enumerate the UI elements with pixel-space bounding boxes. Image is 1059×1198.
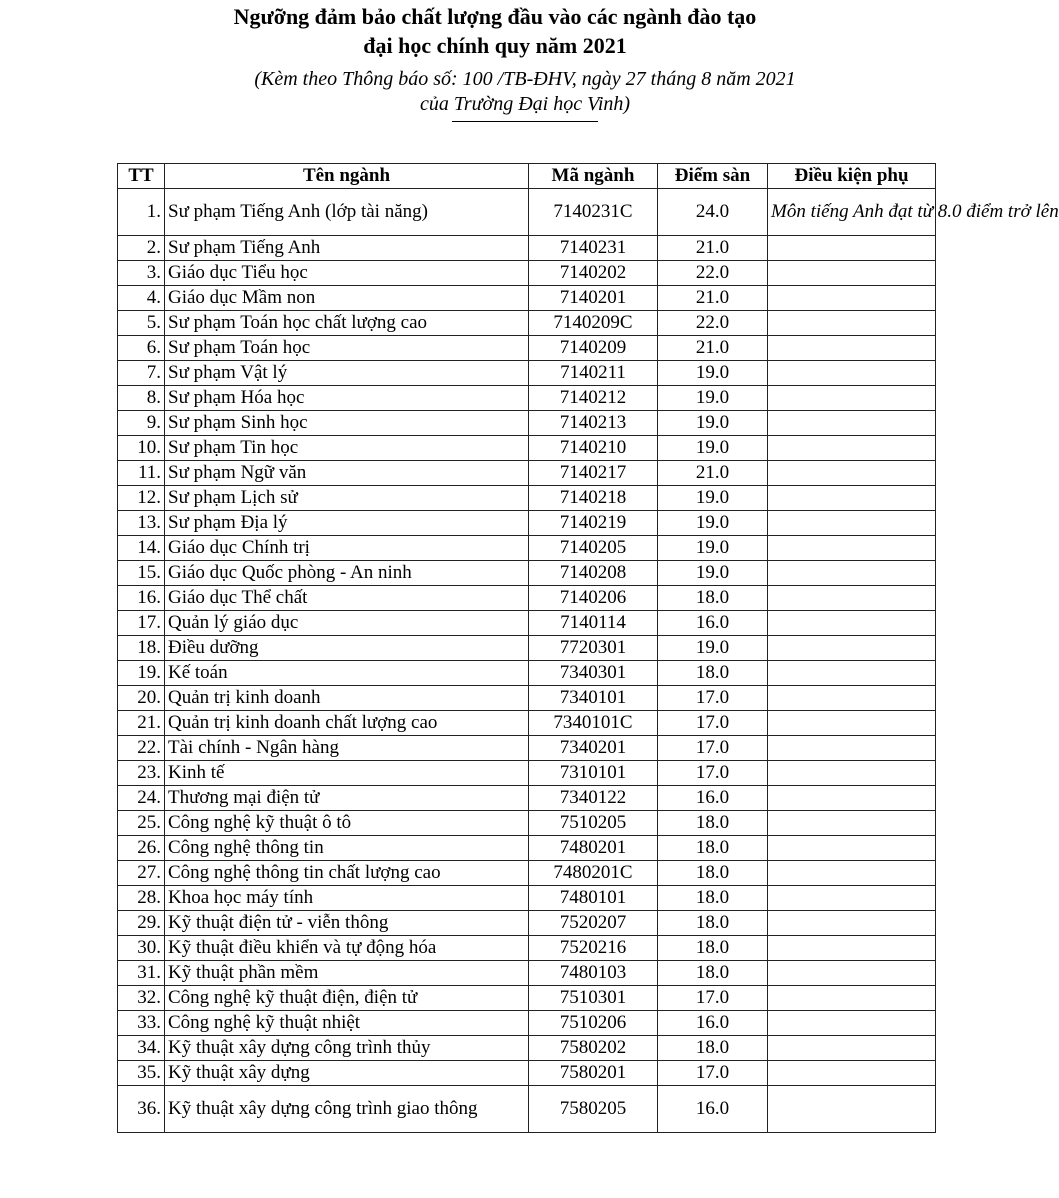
- minimum-score: 18.0: [658, 661, 768, 686]
- minimum-score: 16.0: [658, 1086, 768, 1133]
- minimum-score: 22.0: [658, 261, 768, 286]
- document-title-line2: đại học chính quy năm 2021: [363, 33, 627, 58]
- program-name: Kỹ thuật xây dựng: [165, 1061, 529, 1086]
- extra-condition: [768, 811, 936, 836]
- minimum-score: 19.0: [658, 486, 768, 511]
- minimum-score: 21.0: [658, 236, 768, 261]
- program-name: Công nghệ kỹ thuật nhiệt: [165, 1011, 529, 1036]
- program-code: 7580202: [529, 1036, 658, 1061]
- minimum-score: 16.0: [658, 1011, 768, 1036]
- minimum-score: 18.0: [658, 1036, 768, 1061]
- table-row: [118, 511, 936, 536]
- minimum-score: 19.0: [658, 361, 768, 386]
- program-name: Sư phạm Tin học: [165, 436, 529, 461]
- program-name: Kỹ thuật điện tử - viễn thông: [165, 911, 529, 936]
- row-number: 16.: [118, 586, 165, 611]
- minimum-score: 21.0: [658, 461, 768, 486]
- program-name: Sư phạm Toán học: [165, 336, 529, 361]
- row-number: 31.: [118, 961, 165, 986]
- program-name: Công nghệ thông tin chất lượng cao: [165, 861, 529, 886]
- minimum-score: 19.0: [658, 561, 768, 586]
- minimum-score: 17.0: [658, 686, 768, 711]
- minimum-score: 21.0: [658, 336, 768, 361]
- table-row: [118, 936, 936, 961]
- program-code: 7340101: [529, 686, 658, 711]
- program-code: 7510206: [529, 1011, 658, 1036]
- row-number: 25.: [118, 811, 165, 836]
- document-subtitle-line1: (Kèm theo Thông báo số: 100 /TB-ĐHV, ngày 27 tháng 8 năm 2021: [254, 68, 796, 90]
- program-name: Giáo dục Thể chất: [165, 586, 529, 611]
- row-number: 9.: [118, 411, 165, 436]
- program-name: Giáo dục Quốc phòng - An ninh: [165, 561, 529, 586]
- table-row: [118, 611, 936, 636]
- table-row: [118, 436, 936, 461]
- program-name: Tài chính - Ngân hàng: [165, 736, 529, 761]
- row-number: 5.: [118, 311, 165, 336]
- minimum-score: 17.0: [658, 986, 768, 1011]
- extra-condition: [768, 1086, 936, 1133]
- extra-condition: [768, 436, 936, 461]
- extra-condition: [768, 986, 936, 1011]
- row-number: 8.: [118, 386, 165, 411]
- program-name: Sư phạm Tiếng Anh: [165, 236, 529, 261]
- table-header-row: [118, 164, 936, 189]
- program-name: Sư phạm Vật lý: [165, 361, 529, 386]
- row-number: 3.: [118, 261, 165, 286]
- minimum-score: 18.0: [658, 961, 768, 986]
- extra-condition: [768, 936, 936, 961]
- table-row: [118, 261, 936, 286]
- minimum-score: 19.0: [658, 436, 768, 461]
- minimum-score: 19.0: [658, 511, 768, 536]
- program-code: 7340301: [529, 661, 658, 686]
- program-code: 7140209: [529, 336, 658, 361]
- table-row: [118, 1036, 936, 1061]
- program-name: Sư phạm Toán học chất lượng cao: [165, 311, 529, 336]
- table-row: [118, 836, 936, 861]
- row-number: 18.: [118, 636, 165, 661]
- program-code: 7140205: [529, 536, 658, 561]
- minimum-score: 17.0: [658, 1061, 768, 1086]
- program-code: 7510205: [529, 811, 658, 836]
- row-number: 26.: [118, 836, 165, 861]
- extra-condition: [768, 411, 936, 436]
- table-row: [118, 336, 936, 361]
- program-name: Giáo dục Mầm non: [165, 286, 529, 311]
- program-code: 7580201: [529, 1061, 658, 1086]
- program-name: Sư phạm Tiếng Anh (lớp tài năng): [165, 189, 529, 236]
- table-row: [118, 486, 936, 511]
- extra-condition: [768, 836, 936, 861]
- program-code: 7510301: [529, 986, 658, 1011]
- minimum-score: 18.0: [658, 861, 768, 886]
- header-diem-san: Điểm sàn: [658, 164, 768, 189]
- table-row: [118, 286, 936, 311]
- program-code: 7140208: [529, 561, 658, 586]
- extra-condition: [768, 311, 936, 336]
- admission-threshold-table: [117, 163, 1059, 1133]
- table-row: [118, 711, 936, 736]
- extra-condition: [768, 586, 936, 611]
- program-name: Giáo dục Tiểu học: [165, 261, 529, 286]
- row-number: 4.: [118, 286, 165, 311]
- table-row: [118, 661, 936, 686]
- row-number: 33.: [118, 1011, 165, 1036]
- row-number: 32.: [118, 986, 165, 1011]
- row-number: 1.: [118, 189, 165, 236]
- program-code: 7140202: [529, 261, 658, 286]
- minimum-score: 18.0: [658, 936, 768, 961]
- table-row: [118, 236, 936, 261]
- minimum-score: 18.0: [658, 836, 768, 861]
- program-name: Điều dưỡng: [165, 636, 529, 661]
- program-code: 7140231: [529, 236, 658, 261]
- table-row: [118, 686, 936, 711]
- table-row: [118, 886, 936, 911]
- program-code: 7140114: [529, 611, 658, 636]
- extra-condition: [768, 461, 936, 486]
- program-code: 7480101: [529, 886, 658, 911]
- row-number: 34.: [118, 1036, 165, 1061]
- extra-condition: [768, 661, 936, 686]
- extra-condition: [768, 261, 936, 286]
- program-code: 7480201: [529, 836, 658, 861]
- program-code: 7480103: [529, 961, 658, 986]
- extra-condition: [768, 386, 936, 411]
- row-number: 21.: [118, 711, 165, 736]
- row-number: 2.: [118, 236, 165, 261]
- extra-condition: [768, 911, 936, 936]
- program-name: Kỹ thuật xây dựng công trình giao thông: [165, 1086, 529, 1133]
- program-code: 7340101C: [529, 711, 658, 736]
- program-code: 7340201: [529, 736, 658, 761]
- program-code: 7140219: [529, 511, 658, 536]
- program-name: Sư phạm Sinh học: [165, 411, 529, 436]
- row-number: 15.: [118, 561, 165, 586]
- minimum-score: 19.0: [658, 411, 768, 436]
- row-number: 6.: [118, 336, 165, 361]
- row-number: 11.: [118, 461, 165, 486]
- table-row: [118, 1011, 936, 1036]
- row-number: 10.: [118, 436, 165, 461]
- program-name: Công nghệ thông tin: [165, 836, 529, 861]
- extra-condition: [768, 611, 936, 636]
- program-code: 7310101: [529, 761, 658, 786]
- table-row: [118, 761, 936, 786]
- minimum-score: 18.0: [658, 886, 768, 911]
- program-name: Thương mại điện tử: [165, 786, 529, 811]
- minimum-score: 21.0: [658, 286, 768, 311]
- table-row: [118, 786, 936, 811]
- table-row: [118, 1061, 936, 1086]
- program-name: Giáo dục Chính trị: [165, 536, 529, 561]
- document-subtitle-line2: của Trường Đại học Vinh): [419, 93, 631, 115]
- minimum-score: 22.0: [658, 311, 768, 336]
- table-row: [118, 361, 936, 386]
- row-number: 14.: [118, 536, 165, 561]
- table-row: [118, 811, 936, 836]
- row-number: 20.: [118, 686, 165, 711]
- extra-condition: [768, 361, 936, 386]
- program-code: 7480201C: [529, 861, 658, 886]
- row-number: 22.: [118, 736, 165, 761]
- row-number: 17.: [118, 611, 165, 636]
- program-code: 7520216: [529, 936, 658, 961]
- extra-condition: [768, 686, 936, 711]
- program-name: Kế toán: [165, 661, 529, 686]
- extra-condition: [768, 786, 936, 811]
- program-code: 7580205: [529, 1086, 658, 1133]
- program-name: Sư phạm Hóa học: [165, 386, 529, 411]
- extra-condition: [768, 536, 936, 561]
- row-number: 7.: [118, 361, 165, 386]
- minimum-score: 16.0: [658, 786, 768, 811]
- table-row: [118, 536, 936, 561]
- table-row: [118, 861, 936, 886]
- program-code: 7140212: [529, 386, 658, 411]
- program-name: Công nghệ kỹ thuật ô tô: [165, 811, 529, 836]
- table-row: [118, 386, 936, 411]
- extra-condition: [768, 861, 936, 886]
- extra-condition: [768, 1011, 936, 1036]
- row-number: 35.: [118, 1061, 165, 1086]
- extra-condition: [768, 511, 936, 536]
- document-title-line1: Ngưỡng đảm bảo chất lượng đầu vào các ngành đào tạo: [233, 4, 757, 29]
- extra-condition: [768, 1036, 936, 1061]
- program-name: Kỹ thuật phần mềm: [165, 961, 529, 986]
- extra-condition: [768, 286, 936, 311]
- row-number: 24.: [118, 786, 165, 811]
- extra-condition: [768, 961, 936, 986]
- program-name: Sư phạm Ngữ văn: [165, 461, 529, 486]
- program-name: Kỹ thuật xây dựng công trình thủy: [165, 1036, 529, 1061]
- header-ten-nganh: Tên ngành: [165, 164, 529, 189]
- row-number: 30.: [118, 936, 165, 961]
- header-ma-nganh: Mã ngành: [529, 164, 658, 189]
- minimum-score: 19.0: [658, 536, 768, 561]
- row-number: 23.: [118, 761, 165, 786]
- table-row: [118, 561, 936, 586]
- table-row: [118, 411, 936, 436]
- row-number: 27.: [118, 861, 165, 886]
- program-code: 7520207: [529, 911, 658, 936]
- header-tt: TT: [118, 164, 165, 189]
- program-name: Quản trị kinh doanh: [165, 686, 529, 711]
- minimum-score: 17.0: [658, 711, 768, 736]
- program-name: Sư phạm Địa lý: [165, 511, 529, 536]
- program-code: 7140201: [529, 286, 658, 311]
- minimum-score: 17.0: [658, 736, 768, 761]
- row-number: 19.: [118, 661, 165, 686]
- program-name: Quản trị kinh doanh chất lượng cao: [165, 711, 529, 736]
- program-code: 7140209C: [529, 311, 658, 336]
- table-row: [118, 736, 936, 761]
- program-code: 7140217: [529, 461, 658, 486]
- table-row: [118, 189, 936, 236]
- row-number: 36.: [118, 1086, 165, 1133]
- extra-condition: [768, 886, 936, 911]
- header-dieu-kien-phu: Điều kiện phụ: [768, 164, 936, 189]
- title-underline: [452, 121, 598, 122]
- program-name: Quản lý giáo dục: [165, 611, 529, 636]
- program-code: 7140213: [529, 411, 658, 436]
- program-name: Kinh tế: [165, 761, 529, 786]
- minimum-score: 19.0: [658, 386, 768, 411]
- minimum-score: 18.0: [658, 586, 768, 611]
- row-number: 28.: [118, 886, 165, 911]
- extra-condition: [768, 636, 936, 661]
- table-row: [118, 461, 936, 486]
- row-number: 12.: [118, 486, 165, 511]
- extra-condition: [768, 561, 936, 586]
- table-row: [118, 636, 936, 661]
- program-code: 7140231C: [529, 189, 658, 236]
- program-name: Kỹ thuật điều khiển và tự động hóa: [165, 936, 529, 961]
- table-row: [118, 911, 936, 936]
- minimum-score: 17.0: [658, 761, 768, 786]
- program-name: Công nghệ kỹ thuật điện, điện tử: [165, 986, 529, 1011]
- table-body: [118, 189, 1059, 1133]
- row-number: 29.: [118, 911, 165, 936]
- extra-condition: Môn tiếng Anh đạt từ 8.0 điểm trở lên: [768, 189, 936, 236]
- program-code: 7140206: [529, 586, 658, 611]
- program-code: 7140211: [529, 361, 658, 386]
- table-row: [118, 586, 936, 611]
- extra-condition: [768, 736, 936, 761]
- program-name: Khoa học máy tính: [165, 886, 529, 911]
- program-name: Sư phạm Lịch sử: [165, 486, 529, 511]
- table-row: [118, 961, 936, 986]
- table-row: [118, 1086, 936, 1133]
- minimum-score: 19.0: [658, 636, 768, 661]
- extra-condition: [768, 236, 936, 261]
- extra-condition: [768, 486, 936, 511]
- extra-condition: [768, 761, 936, 786]
- minimum-score: 24.0: [658, 189, 768, 236]
- program-code: 7140210: [529, 436, 658, 461]
- minimum-score: 18.0: [658, 811, 768, 836]
- program-code: 7340122: [529, 786, 658, 811]
- program-code: 7720301: [529, 636, 658, 661]
- minimum-score: 18.0: [658, 911, 768, 936]
- table-row: [118, 311, 936, 336]
- table-row: [118, 986, 936, 1011]
- extra-condition: [768, 336, 936, 361]
- extra-condition: [768, 711, 936, 736]
- row-number: 13.: [118, 511, 165, 536]
- extra-condition: [768, 1061, 936, 1086]
- minimum-score: 16.0: [658, 611, 768, 636]
- program-code: 7140218: [529, 486, 658, 511]
